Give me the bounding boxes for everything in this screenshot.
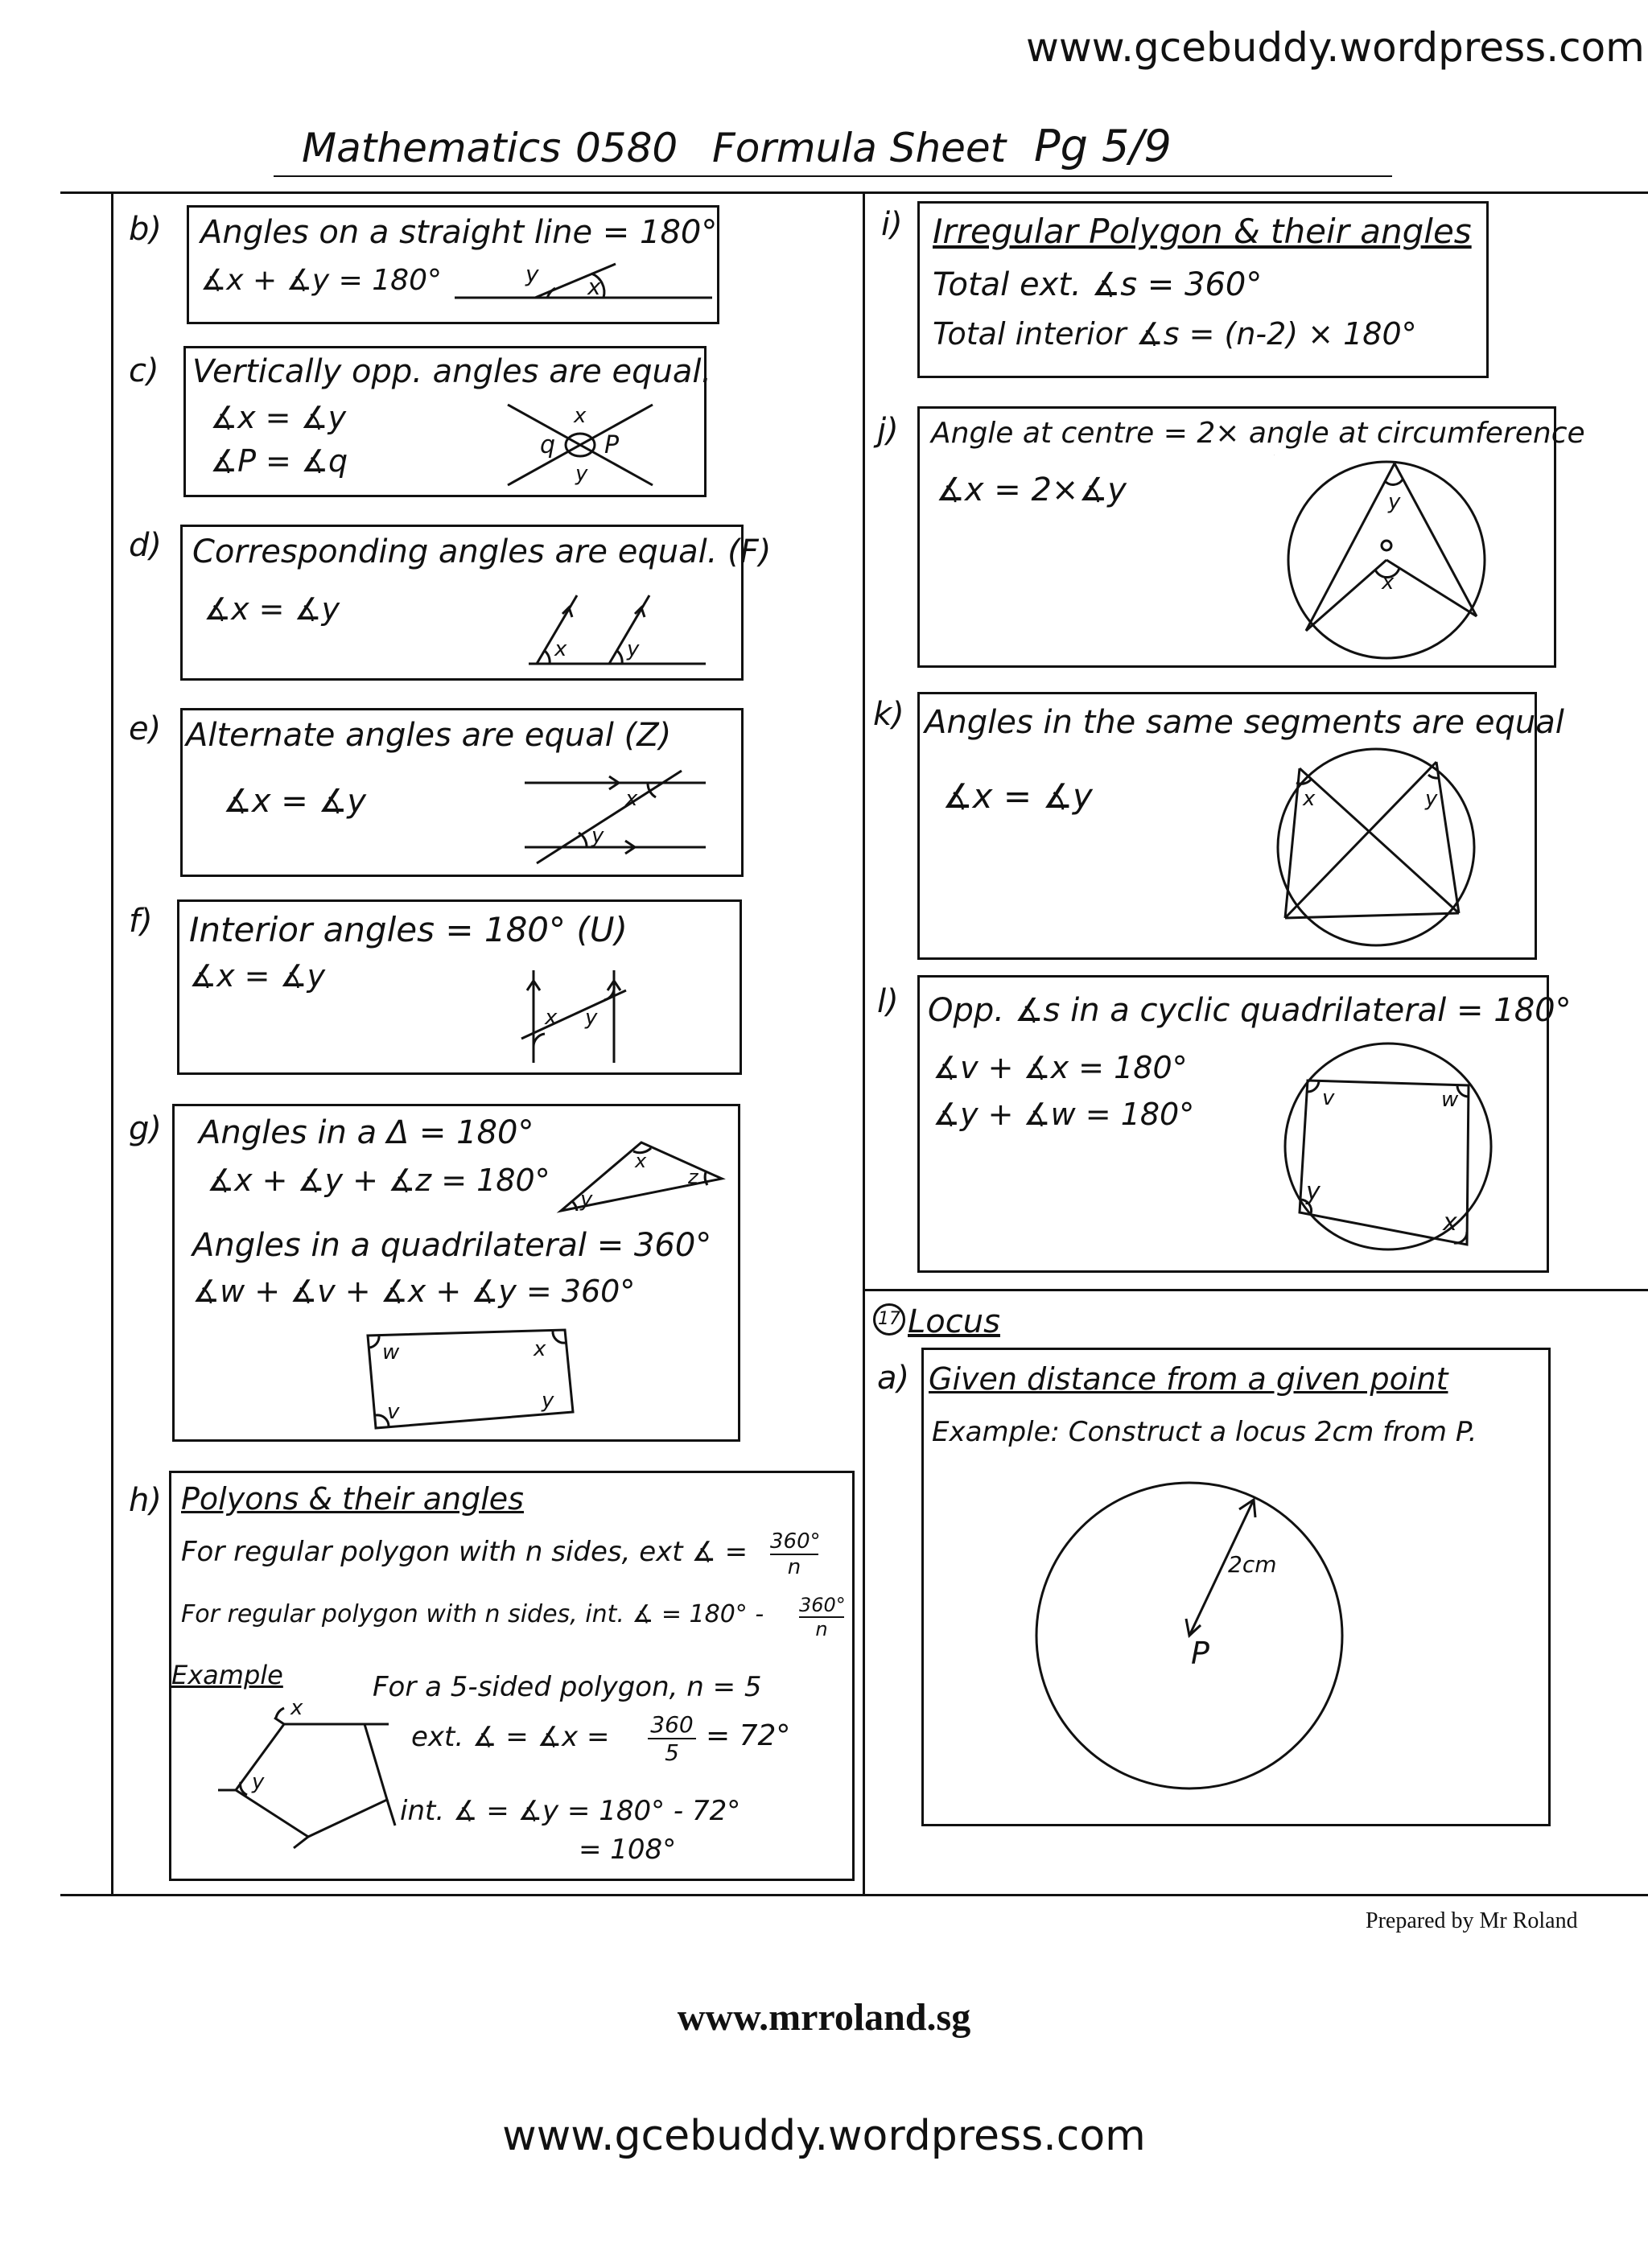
section-f-line1: ∡x = ∡y	[189, 958, 326, 994]
corresponding-angles-diagram	[521, 591, 706, 672]
fig-c-x: x	[574, 404, 587, 428]
section-l-box	[917, 975, 1572, 1273]
section-d-label: d)	[129, 527, 162, 564]
pentagon-diagram	[204, 1696, 397, 1853]
section-j-line1: ∡x = 2×∡y	[936, 471, 1127, 508]
locus-a-heading: Given distance from a given point	[929, 1361, 1448, 1397]
section-d-box	[180, 525, 772, 681]
section-f-heading: Interior angles = 180° (U)	[189, 910, 628, 949]
section-c-line1: ∡x = ∡y	[210, 400, 347, 435]
footer-site[interactable]: www.mrroland.sg	[677, 1996, 971, 2039]
section-c-label: c)	[129, 352, 159, 389]
section-g-line2: ∡w + ∡v + ∡x + ∡y = 360°	[192, 1274, 636, 1309]
prepared-by: Prepared by Mr Roland	[1366, 1908, 1578, 1933]
section-h-example: Example	[171, 1660, 283, 1690]
section-g-label: g)	[129, 1110, 162, 1147]
fig-j-o: o	[1274, 455, 1275, 456]
quadrilateral-diagram	[352, 1323, 577, 1436]
section-h-label: h)	[129, 1482, 162, 1519]
fig-c-p: P	[604, 431, 620, 459]
ex2-num: 360	[648, 1711, 696, 1739]
section-b-box	[187, 205, 719, 324]
frame-left	[111, 191, 113, 1895]
section-k-heading: Angles in the same segments are equal	[925, 704, 1564, 741]
locus-radius-label: 2cm	[1228, 1551, 1277, 1578]
fig-h-y: y	[252, 1770, 265, 1794]
ex2-den: 5	[665, 1739, 679, 1766]
section-e-box	[180, 708, 744, 877]
section-i-box	[917, 201, 1489, 378]
section-k-line1: ∡x = ∡y	[942, 776, 1093, 816]
fig-b-y: y	[525, 261, 539, 287]
section-f-box	[177, 899, 742, 1075]
section-g-heading1: Angles in a Δ = 180°	[199, 1114, 534, 1151]
frame-middle	[863, 191, 865, 1895]
section-h-ex4: = 108°	[579, 1834, 677, 1866]
section-c-heading: Vertically opp. angles are equal.	[192, 353, 712, 390]
section-i-line2: Total interior ∡s = (n-2) × 180°	[933, 316, 1417, 352]
section-j-box	[917, 406, 1585, 668]
section-i-line1: Total ext. ∡s = 360°	[933, 266, 1263, 303]
locus-title: Locus	[908, 1303, 1000, 1340]
locus-point-label: P	[1191, 1636, 1209, 1671]
interior-angles-diagram	[493, 966, 654, 1071]
cyclic-quad-diagram	[1275, 1034, 1501, 1259]
section-k-label: k)	[873, 696, 904, 733]
fig-l-y: y	[1306, 1178, 1320, 1206]
fig-e-y: y	[591, 824, 604, 848]
title-page: Pg 5/9	[1034, 121, 1172, 171]
section-l-label: l)	[877, 983, 899, 1020]
fig-k-y: y	[1425, 787, 1438, 811]
fig-f-y: y	[585, 1006, 598, 1030]
title-subject: Mathematics	[302, 125, 562, 171]
section-h-box	[169, 1471, 855, 1881]
section-h-frac1	[770, 1529, 821, 1579]
fig-g-tri-z: z	[688, 1166, 698, 1188]
section-e-heading: Alternate angles are equal (Z)	[186, 717, 672, 754]
fig-l-x: x	[1443, 1208, 1457, 1237]
section-h-heading: Polyons & their angles	[181, 1481, 524, 1517]
frac1-num: 360°	[770, 1529, 821, 1554]
fig-g-q-y: y	[542, 1389, 554, 1413]
locus-a-example: Example: Construct a locus 2cm from P.	[932, 1416, 1477, 1448]
section-h-ex1: For a 5-sided polygon, n = 5	[373, 1671, 762, 1703]
alternate-angles-diagram	[521, 759, 714, 863]
fig-g-q-w: w	[382, 1340, 400, 1365]
section-b-heading: Angles on a straight line = 180°	[200, 214, 718, 251]
fig-c-q: q	[540, 431, 556, 459]
section-j-label: j)	[877, 412, 899, 449]
frame-top	[60, 191, 1648, 194]
section-e-line1: ∡x = ∡y	[223, 783, 367, 820]
same-segment-diagram	[1267, 743, 1485, 952]
section-h-frac2	[799, 1594, 844, 1640]
section-c-line2: ∡P = ∡q	[210, 443, 348, 479]
fig-e-x: x	[625, 787, 638, 811]
title-underline	[274, 175, 1392, 177]
straight-line-diagram	[447, 256, 712, 320]
section-g-line1: ∡x + ∡y + ∡z = 180°	[207, 1163, 550, 1198]
section-g-heading2: Angles in a quadrilateral = 360°	[192, 1227, 712, 1264]
locus-a-box	[921, 1348, 1551, 1826]
fig-d-x: x	[554, 637, 567, 661]
section-l-line1: ∡v + ∡x = 180°	[933, 1050, 1188, 1085]
section-l-heading: Opp. ∡s in a cyclic quadrilateral = 180°	[928, 992, 1572, 1029]
fig-k-x: x	[1303, 787, 1316, 811]
section-f-label: f)	[129, 903, 153, 940]
fig-j-x: x	[1382, 570, 1395, 595]
fig-f-x: x	[545, 1006, 558, 1030]
fig-g-tri-x: x	[635, 1150, 647, 1172]
section-h-line1: For regular polygon with n sides, ext ∡ =	[181, 1536, 748, 1568]
angle-at-centre-diagram	[1274, 455, 1499, 665]
fig-l-w: w	[1441, 1088, 1459, 1112]
fig-g-q-v: v	[387, 1400, 400, 1424]
section-j-heading: Angle at centre = 2× angle at circumference	[931, 417, 1585, 450]
fig-d-y: y	[627, 637, 640, 661]
title-code: 0580	[575, 125, 678, 171]
section-d-heading: Corresponding angles are equal. (F)	[192, 533, 772, 570]
section-i-label: i)	[881, 206, 903, 243]
section-k-box	[917, 692, 1564, 960]
section-h-ex2-frac	[648, 1711, 696, 1766]
fig-c-y: y	[575, 462, 588, 486]
section-b-line1: ∡x + ∡y = 180°	[200, 264, 442, 297]
frac2-den: n	[815, 1618, 828, 1640]
frac2-num: 360°	[799, 1594, 846, 1616]
fig-j-y: y	[1388, 490, 1401, 514]
section-h-ex2-res: = 72°	[706, 1719, 791, 1752]
section-l-line2: ∡y + ∡w = 180°	[933, 1097, 1195, 1132]
section-c-box	[183, 346, 712, 497]
frac1-den: n	[787, 1555, 801, 1579]
section-d-line1: ∡x = ∡y	[204, 591, 340, 627]
bottom-url[interactable]: www.gcebuddy.wordpress.com	[502, 2112, 1146, 2160]
vertical-angles-diagram	[500, 397, 661, 493]
locus-number-circle	[873, 1303, 905, 1336]
top-url: www.gcebuddy.wordpress.com	[1026, 24, 1645, 71]
section-g-box	[172, 1104, 740, 1442]
locus-a-label: a)	[877, 1360, 910, 1397]
fig-h-x: x	[290, 1696, 303, 1720]
locus-circle-diagram	[1020, 1471, 1358, 1809]
frame-right-divider	[863, 1289, 1648, 1291]
fig-l-v: v	[1322, 1086, 1335, 1110]
section-b-label: b)	[129, 211, 162, 248]
section-i-heading: Irregular Polygon & their angles	[933, 212, 1472, 251]
triangle-diagram	[553, 1130, 730, 1227]
frame-bottom	[60, 1894, 1648, 1896]
fig-g-q-x: x	[534, 1337, 546, 1361]
section-h-ex2: ext. ∡ = ∡x =	[411, 1721, 610, 1753]
section-e-label: e)	[129, 710, 162, 747]
title-sheet: Formula Sheet	[712, 125, 1007, 171]
locus-number: 17	[878, 1309, 900, 1329]
section-h-line2: For regular polygon with n sides, int. ∡ = 180° -	[181, 1600, 764, 1628]
fig-g-tri-y: y	[580, 1188, 593, 1212]
fig-b-x: x	[587, 274, 601, 300]
section-h-ex3: int. ∡ = ∡y = 180° - 72°	[400, 1795, 741, 1827]
